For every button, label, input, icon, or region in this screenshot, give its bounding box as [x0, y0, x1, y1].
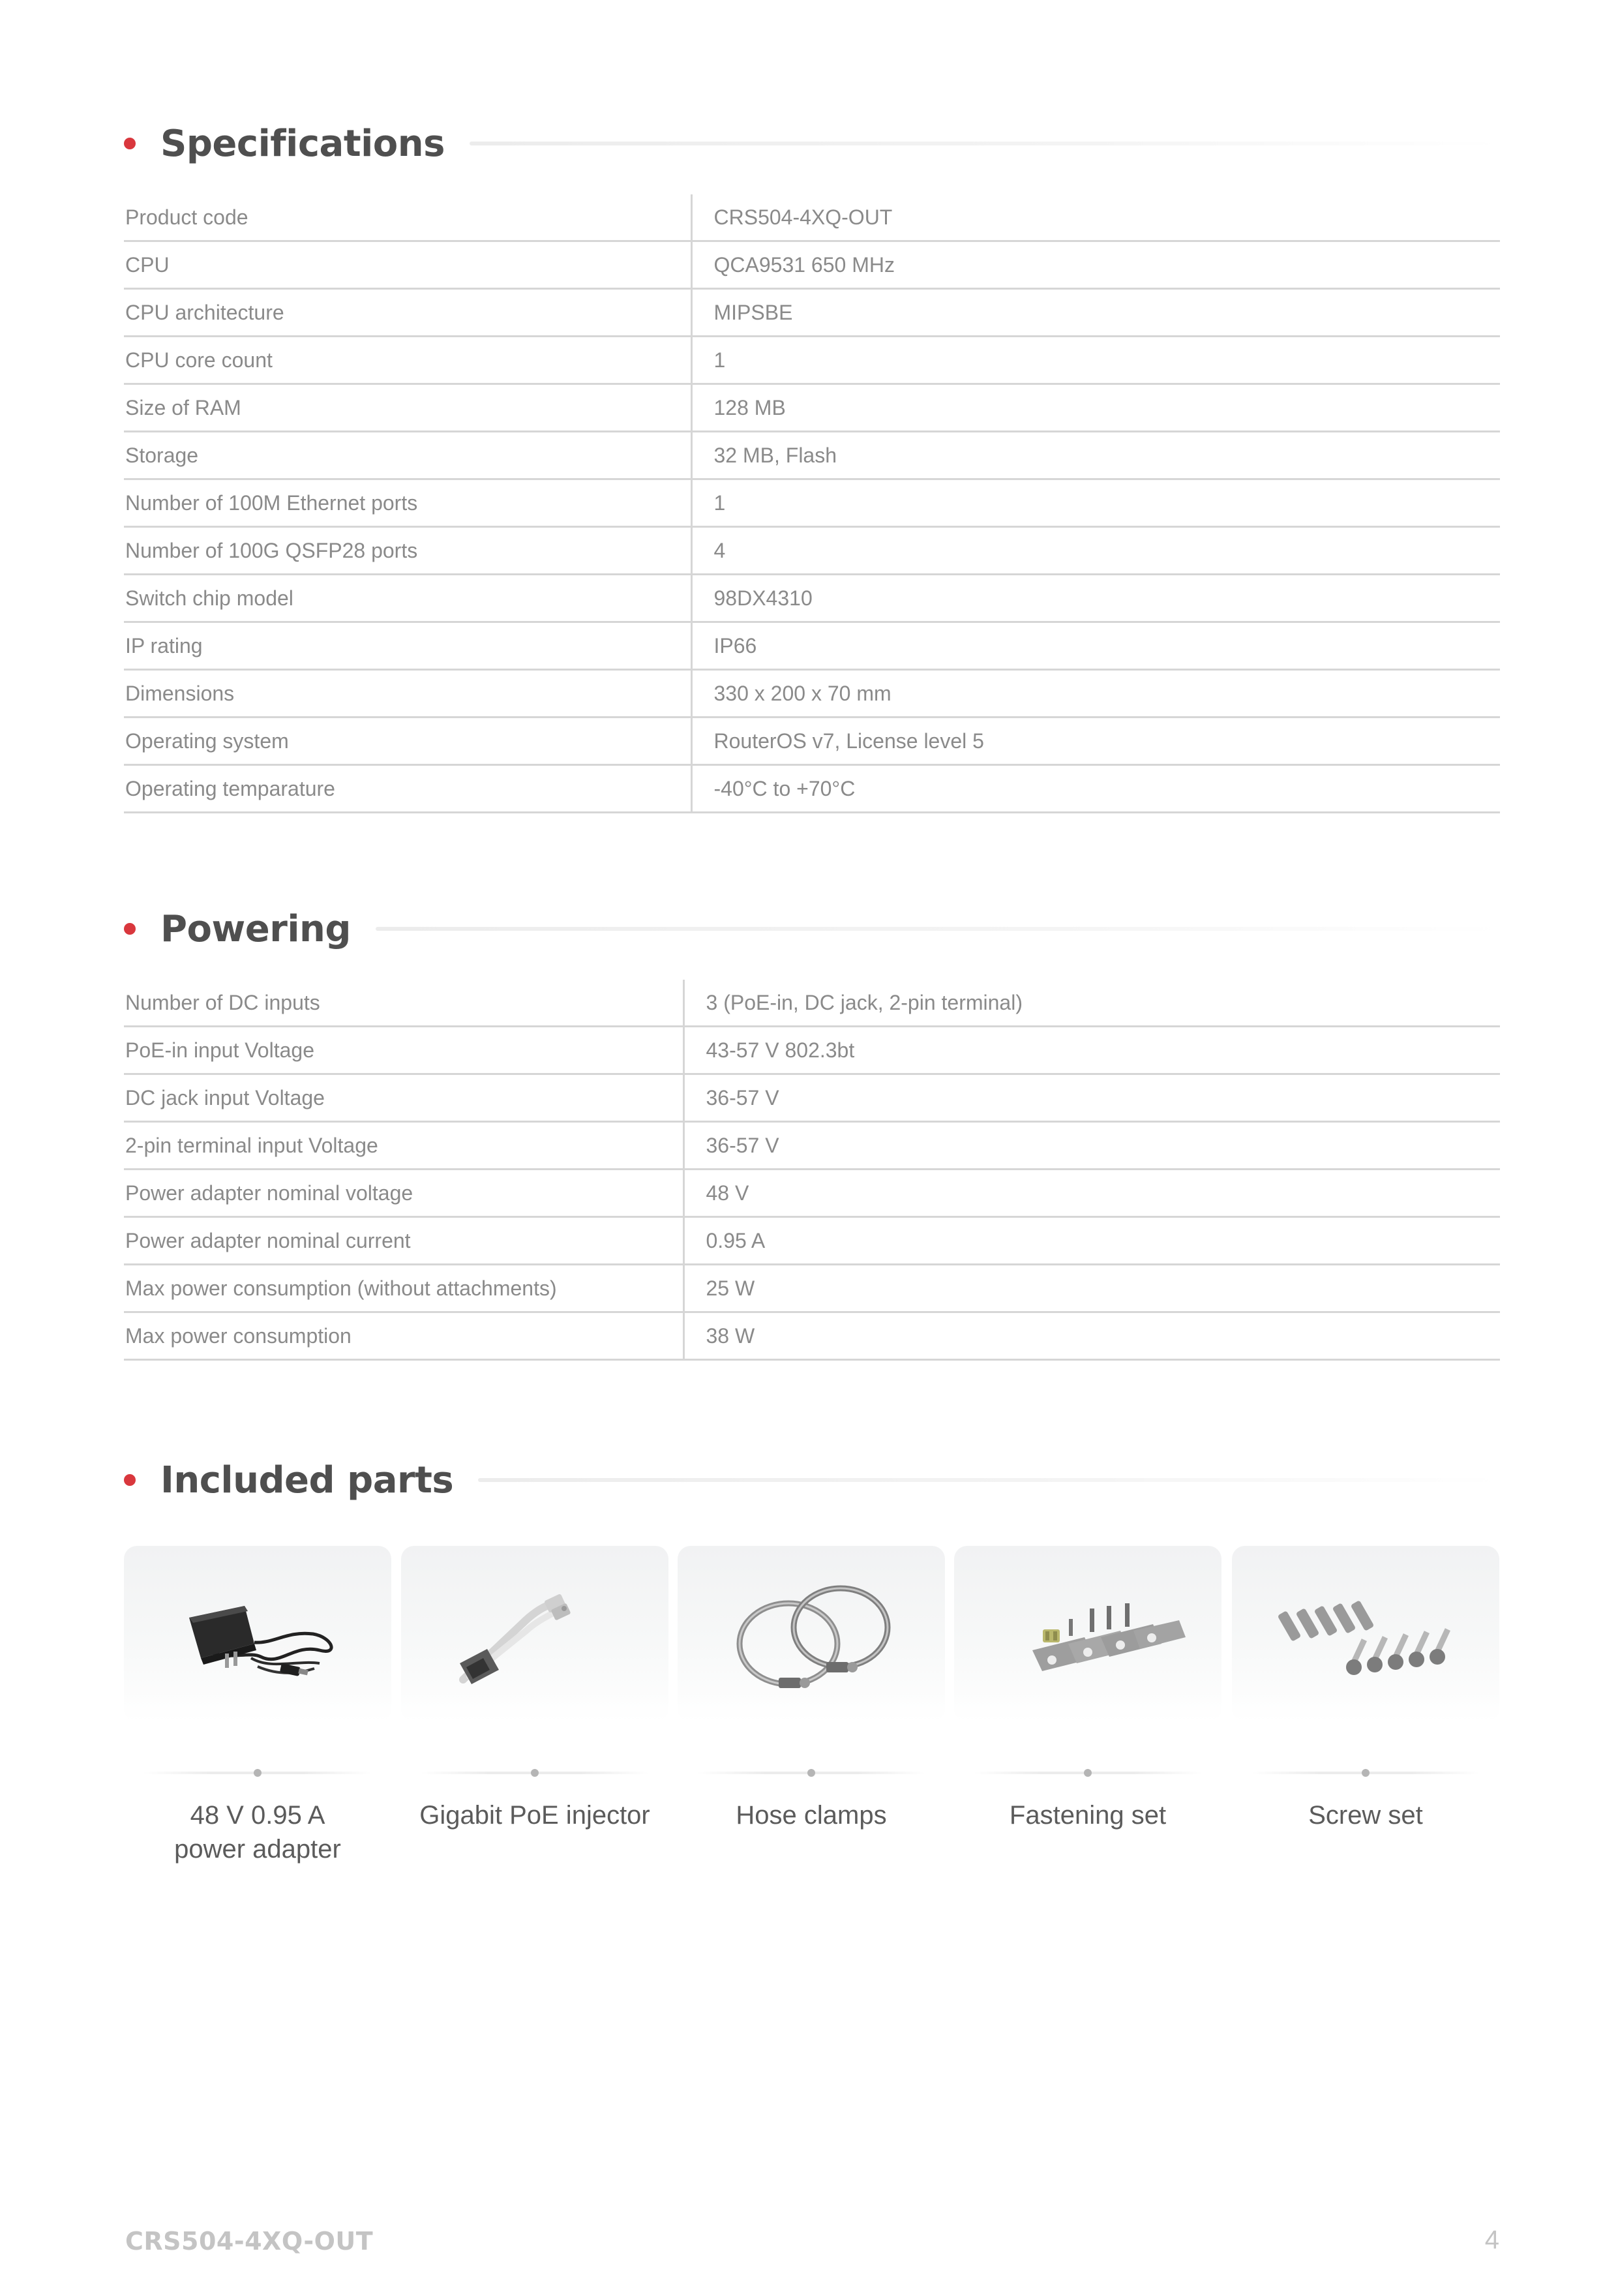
spec-label: Operating system: [124, 718, 691, 765]
part-label: [678, 1798, 945, 1832]
part-label-line: Hose clamps: [736, 1801, 887, 1830]
spec-value: 4: [691, 527, 1500, 575]
section-title: Powering: [160, 907, 351, 950]
spec-value: CRS504-4XQ-OUT: [691, 194, 1500, 241]
table-row: [124, 1170, 1500, 1217]
spec-label: Product code: [124, 194, 691, 241]
part-item-poe-injector: [401, 1546, 668, 1885]
powering-table: [124, 980, 1500, 1361]
section-title: Included parts: [160, 1458, 454, 1502]
spec-label: Operating temparature: [124, 765, 691, 813]
part-item-fastening-set: [954, 1546, 1221, 1885]
part-image-card: [124, 1546, 391, 1722]
power-label: Max power consumption (without attachments): [124, 1265, 683, 1312]
power-value: 38 W: [683, 1312, 1500, 1360]
spec-label: Number of 100G QSFP28 ports: [124, 527, 691, 575]
part-label-line: power adapter: [174, 1835, 341, 1864]
spec-label: CPU core count: [124, 337, 691, 384]
table-row: [124, 765, 1500, 813]
power-value: 36-57 V: [683, 1122, 1500, 1170]
footer-model-name: CRS504-4XQ-OUT: [125, 2227, 374, 2256]
power-label: Power adapter nominal voltage: [124, 1170, 683, 1217]
screw-set-icon: [1232, 1546, 1499, 1722]
table-row: [124, 1122, 1500, 1170]
table-row: [124, 1027, 1500, 1074]
table-row: [124, 670, 1500, 718]
part-item-power-adapter: [124, 1546, 391, 1885]
table-row: [124, 337, 1500, 384]
part-image-card: [678, 1546, 945, 1722]
table-row: [124, 384, 1500, 432]
power-value: 3 (PoE-in, DC jack, 2-pin terminal): [683, 980, 1500, 1027]
power-value: 48 V: [683, 1170, 1500, 1217]
table-row: [124, 575, 1500, 622]
spec-value: RouterOS v7, License level 5: [691, 718, 1500, 765]
part-label: [401, 1798, 668, 1832]
part-bullet: [254, 1769, 262, 1777]
table-row: [124, 1074, 1500, 1122]
table-row: [124, 241, 1500, 289]
table-row: [124, 622, 1500, 670]
table-row: [124, 1217, 1500, 1265]
spec-value: 1: [691, 479, 1500, 527]
power-value: 43-57 V 802.3bt: [683, 1027, 1500, 1074]
hose-clamps-icon: [678, 1546, 945, 1722]
power-label: Max power consumption: [124, 1312, 683, 1360]
header-rule: [376, 927, 1500, 931]
table-row: [124, 479, 1500, 527]
spec-value: -40°C to +70°C: [691, 765, 1500, 813]
spec-value: 98DX4310: [691, 575, 1500, 622]
part-item-hose-clamps: [678, 1546, 945, 1885]
part-image-card: [401, 1546, 668, 1722]
part-bullet: [531, 1769, 539, 1777]
spec-label: IP rating: [124, 622, 691, 670]
table-row: [124, 289, 1500, 337]
power-label: Power adapter nominal current: [124, 1217, 683, 1265]
bullet-dot: [124, 1474, 136, 1486]
page-number: 4: [1484, 2226, 1499, 2254]
header-rule: [478, 1478, 1500, 1482]
spec-label: Size of RAM: [124, 384, 691, 432]
part-bullet: [1362, 1769, 1370, 1777]
part-label: [954, 1798, 1221, 1832]
power-label: 2-pin terminal input Voltage: [124, 1122, 683, 1170]
powering-header: [124, 899, 1500, 958]
spec-label: Dimensions: [124, 670, 691, 718]
included-parts-list: [124, 1546, 1501, 1885]
specifications-table: [124, 194, 1500, 813]
header-rule: [470, 142, 1500, 145]
spec-value: IP66: [691, 622, 1500, 670]
table-row: [124, 1265, 1500, 1312]
spec-label: CPU: [124, 241, 691, 289]
power-value: 25 W: [683, 1265, 1500, 1312]
spec-value: MIPSBE: [691, 289, 1500, 337]
spec-value: 32 MB, Flash: [691, 432, 1500, 479]
bullet-dot: [124, 923, 136, 935]
part-label-line: Gigabit PoE injector: [419, 1801, 650, 1830]
spec-label: Number of 100M Ethernet ports: [124, 479, 691, 527]
power-label: Number of DC inputs: [124, 980, 683, 1027]
power-value: 36-57 V: [683, 1074, 1500, 1122]
spec-value: 1: [691, 337, 1500, 384]
spec-label: Storage: [124, 432, 691, 479]
part-label: [1232, 1798, 1499, 1832]
power-adapter-icon: [124, 1546, 391, 1722]
table-row: [124, 980, 1500, 1027]
table-row: [124, 1312, 1500, 1360]
spec-value: QCA9531 650 MHz: [691, 241, 1500, 289]
power-label: PoE-in input Voltage: [124, 1027, 683, 1074]
table-row: [124, 194, 1500, 241]
part-label-line: 48 V 0.95 A: [190, 1801, 325, 1830]
part-item-screw-set: [1232, 1546, 1499, 1885]
spec-value: 330 x 200 x 70 mm: [691, 670, 1500, 718]
specifications-header: [124, 114, 1500, 173]
power-value: 0.95 A: [683, 1217, 1500, 1265]
power-label: DC jack input Voltage: [124, 1074, 683, 1122]
spec-value: 128 MB: [691, 384, 1500, 432]
table-row: [124, 432, 1500, 479]
section-title: Specifications: [160, 122, 445, 165]
included-parts-header: [124, 1451, 1500, 1509]
table-row: [124, 527, 1500, 575]
poe-injector-icon: [401, 1546, 668, 1722]
part-image-card: [954, 1546, 1221, 1722]
part-label: [124, 1798, 391, 1866]
part-bullet: [807, 1769, 815, 1777]
spec-label: Switch chip model: [124, 575, 691, 622]
part-label-line: Fastening set: [1009, 1801, 1167, 1830]
fastening-set-icon: [954, 1546, 1221, 1722]
part-label-line: Screw set: [1308, 1801, 1423, 1830]
table-row: [124, 718, 1500, 765]
part-image-card: [1232, 1546, 1499, 1722]
bullet-dot: [124, 138, 136, 149]
part-bullet: [1084, 1769, 1092, 1777]
spec-label: CPU architecture: [124, 289, 691, 337]
